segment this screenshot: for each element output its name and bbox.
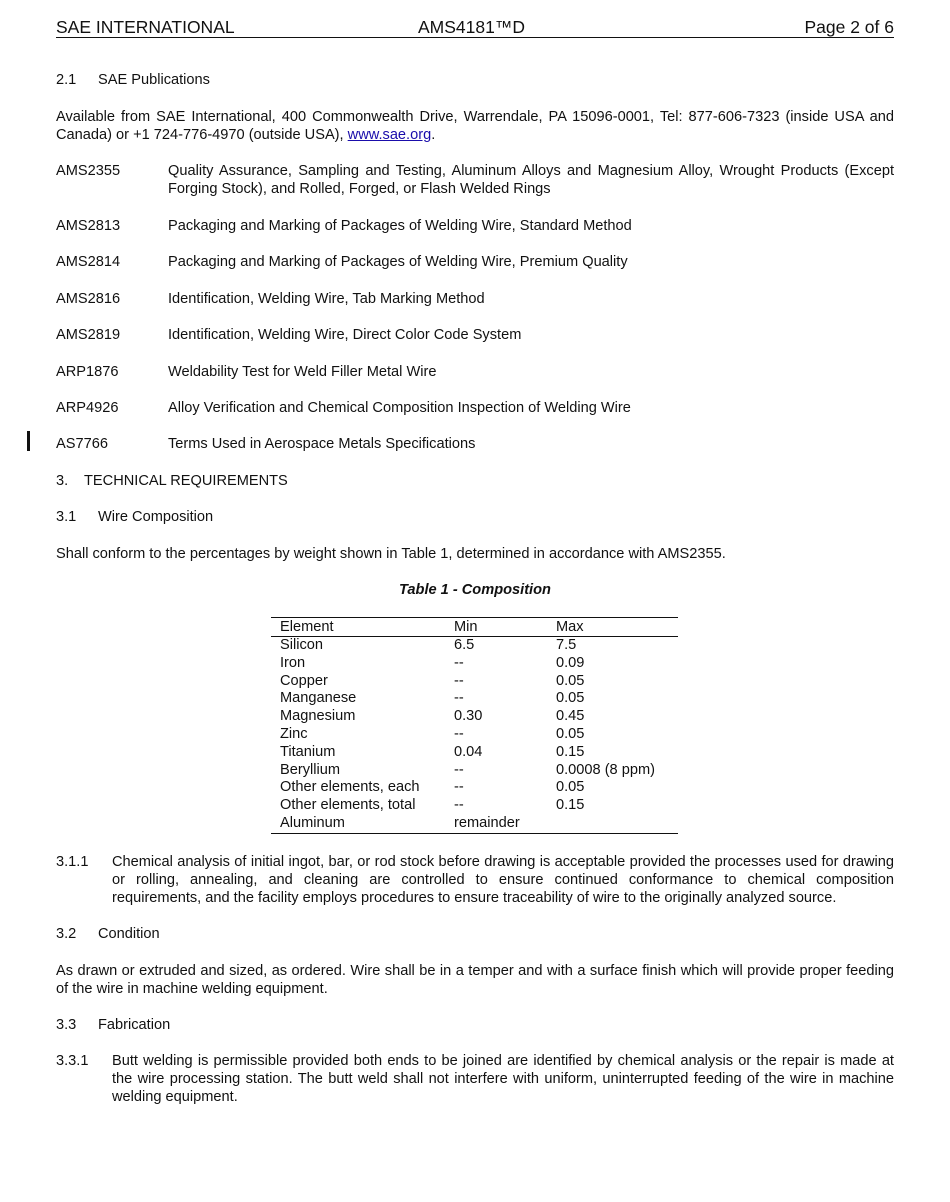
reference-title: Alloy Verification and Chemical Composition Inspection of Welding Wire [168, 400, 631, 416]
table-row [271, 797, 678, 815]
section-title: Fabrication [98, 1017, 171, 1033]
min-cell: 0.04 [454, 743, 483, 760]
section-3-heading [56, 472, 894, 490]
table-row [271, 762, 678, 780]
reference-code: ARP1876 [56, 364, 119, 380]
max-cell [556, 815, 678, 833]
min-cell: -- [454, 672, 464, 689]
max-cell: 7.5 [556, 637, 577, 653]
element-cell: Beryllium [280, 761, 341, 778]
reference-code: AMS2816 [56, 291, 121, 307]
availability-text: Available from SAE International, 400 Commonwealth Drive, Warrendale, PA 15096-0001, Tel: 877-606-7323 (inside USA and Canada) or +1 724-776-4970 (outside USA), [56, 109, 894, 143]
max-cell: 0.05 [556, 725, 585, 742]
element-cell: Zinc [280, 725, 308, 742]
max-cell: 0.05 [556, 779, 585, 796]
table-row [271, 726, 678, 744]
table-row [271, 637, 678, 655]
section-number: 3.2 [56, 926, 77, 942]
header-doc-id: AMS4181™D [418, 17, 525, 37]
section-3-1-heading [56, 508, 894, 526]
reference-code: AS7766 [56, 436, 108, 452]
table-row [271, 690, 678, 708]
composition-statement: Shall conform to the percentages by weight shown in Table 1, determined in accordance with AMS2355. [56, 546, 726, 562]
section-title: SAE Publications [98, 72, 210, 88]
reference-code: AMS2814 [56, 254, 121, 270]
table-row [271, 744, 678, 762]
condition-paragraph: As drawn or extruded and sized, as ordered. Wire shall be in a temper and with a surface finish which will provide proper feeding of the wire in machine welding equipment. [56, 963, 894, 997]
reference-title: Packaging and Marking of Packages of Welding Wire, Standard Method [168, 218, 632, 234]
table-row [271, 708, 678, 726]
max-cell: 0.15 [556, 743, 585, 760]
availability-paragraph [56, 108, 894, 144]
min-cell: -- [454, 690, 464, 707]
section-title: TECHNICAL REQUIREMENTS [84, 473, 288, 489]
column-header-element: Element [271, 618, 454, 637]
element-cell: Titanium [280, 743, 336, 760]
min-cell: -- [454, 654, 464, 671]
reference-title: Terms Used in Aerospace Metals Specifications [168, 436, 476, 452]
min-cell: -- [454, 797, 464, 814]
sae-website-link[interactable]: www.sae.org [347, 127, 432, 143]
section-number: 3.1 [56, 509, 77, 525]
reference-code: AMS2813 [56, 218, 121, 234]
section-2-1-heading [56, 71, 894, 89]
max-cell: 0.05 [556, 672, 585, 689]
element-cell: Other elements, each [280, 779, 420, 796]
element-cell: Other elements, total [280, 797, 416, 814]
reference-title: Identification, Welding Wire, Tab Marking Method [168, 291, 485, 307]
section-number: 3.1.1 [56, 854, 89, 870]
column-header-max: Max [556, 618, 678, 637]
section-title: Wire Composition [98, 509, 214, 525]
header-org: SAE INTERNATIONAL [56, 17, 235, 37]
table-row [271, 673, 678, 691]
min-cell: -- [454, 725, 464, 742]
max-cell: 0.0008 (8 ppm) [556, 761, 655, 778]
reference-code: AMS2355 [56, 163, 121, 179]
table-row [271, 815, 678, 833]
reference-code: AMS2819 [56, 327, 121, 343]
table-row [271, 779, 678, 797]
reference-title: Identification, Welding Wire, Direct Color Code System [168, 327, 522, 343]
header-page-number: Page 2 of 6 [804, 17, 894, 37]
min-cell: -- [454, 779, 464, 796]
revision-change-bar [27, 431, 30, 451]
composition-table [271, 617, 678, 834]
section-3-3-heading [56, 1016, 894, 1034]
max-cell: 0.15 [556, 797, 585, 814]
availability-end: . [431, 127, 436, 143]
element-cell: Magnesium [280, 708, 356, 725]
min-cell: remainder [454, 814, 520, 831]
column-header-min: Min [454, 618, 556, 637]
page-header [56, 17, 894, 38]
reference-title: Packaging and Marking of Packages of Welding Wire, Premium Quality [168, 254, 628, 270]
element-cell: Iron [280, 654, 306, 671]
section-number: 2.1 [56, 72, 77, 88]
element-cell: Manganese [280, 690, 357, 707]
reference-code: ARP4926 [56, 400, 119, 416]
section-number: 3.3 [56, 1017, 77, 1033]
min-cell: 6.5 [454, 637, 475, 653]
reference-title: Weldability Test for Weld Filler Metal Wire [168, 364, 437, 380]
section-text: Chemical analysis of initial ingot, bar, or rod stock before drawing is acceptable provided the processes used for drawing or rolling, annealing, and cleaning are controlled to ensure continued conformance to chemical composition requirements, and the facility employs procedures to ensure traceability of wire to the originally analyzed source. [112, 854, 894, 906]
reference-title: Quality Assurance, Sampling and Testing, Aluminum Alloys and Magnesium Alloy, Wrought Products (Except Forging Stock), and Rolled, Forged, or Flash Welded Rings [168, 163, 894, 197]
element-cell: Aluminum [280, 814, 345, 831]
table-caption: Table 1 - Composition [399, 582, 551, 598]
section-title: Condition [98, 926, 160, 942]
element-cell: Silicon [280, 637, 323, 653]
section-3-2-heading [56, 925, 894, 943]
max-cell: 0.05 [556, 690, 585, 707]
element-cell: Copper [280, 672, 328, 689]
min-cell: -- [454, 761, 464, 778]
section-number: 3.3.1 [56, 1053, 89, 1069]
table-row [271, 655, 678, 673]
section-number: 3. [56, 473, 69, 489]
max-cell: 0.45 [556, 708, 585, 725]
max-cell: 0.09 [556, 654, 585, 671]
table-header-row [271, 618, 678, 637]
min-cell: 0.30 [454, 708, 483, 725]
section-text: Butt welding is permissible provided both ends to be joined are identified by chemical analysis or the repair is made at the wire processing station. The butt weld shall not interfere with uniform, uninterrupted feeding of the wire in machine welding equipment. [112, 1053, 894, 1105]
